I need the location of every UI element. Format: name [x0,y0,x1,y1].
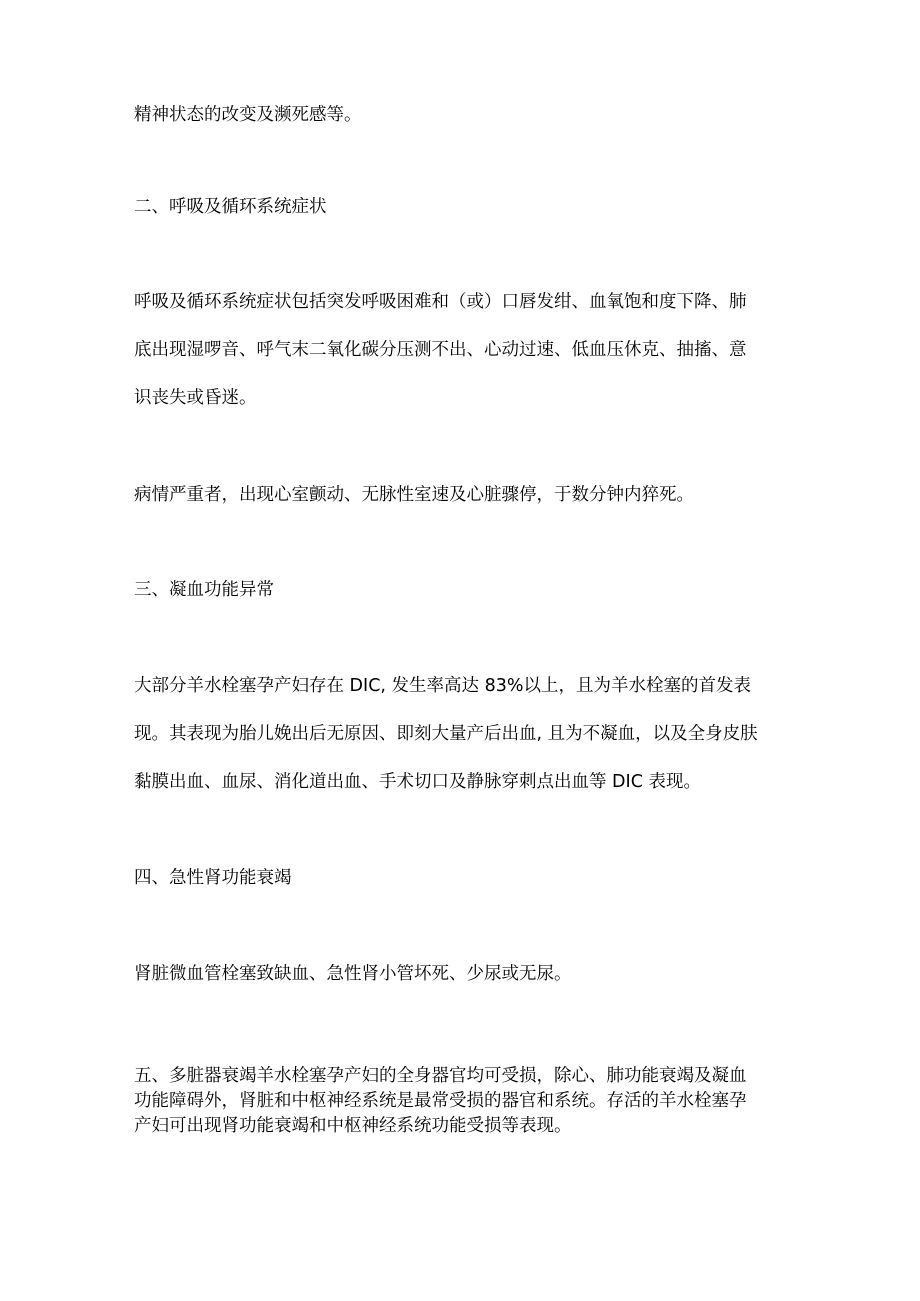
paragraph-coagulation [134,662,794,806]
paragraph-severe-cases [134,471,794,519]
text-line: 大部分羊水栓塞孕产妇存在 DIC, 发生率高达 83%以上，且为羊水栓塞的首发表 [134,676,752,696]
text-line: 功能障碍外，肾脏和中枢神经系统是最常受损的器官和系统。存活的羊水栓塞孕 [134,1091,747,1111]
text-line: 黏膜出血、血尿、消化道出血、手术切口及静脉穿刺点出血等 DIC 表现。 [134,772,701,792]
paragraph-renal [134,950,794,998]
heading-text: 四、急性肾功能衰竭 [134,868,292,888]
section-heading-coagulation [134,566,794,614]
text-line: 底出现湿啰音、呼气末二氧化碳分压测不出、心动过速、低血压休克、抽搐、意 [134,340,747,360]
text-line: 五、多脏器衰竭羊水栓塞孕产妇的全身器官均可受损，除心、肺功能衰竭及凝血 [134,1066,747,1086]
paragraph-respiratory-symptoms [134,278,794,422]
text-line: 病情严重者，出现心室颤动、无脉性室速及心脏骤停，于数分钟内猝死。 [134,485,694,505]
intro-paragraph [134,91,794,139]
text-line: 肾脏微血管栓塞致缺血、急性肾小管坏死、少尿或无尿。 [134,964,572,984]
heading-text: 三、凝血功能异常 [134,580,274,600]
section-heading-renal [134,854,794,902]
section-heading-respiratory [134,183,794,231]
heading-text: 二、呼吸及循环系统症状 [134,197,327,217]
text-line: 现。其表现为胎儿娩出后无原因、即刻大量产后出血, 且为不凝血，以及全身皮肤 [134,724,758,744]
text-line: 识丧失或昏迷。 [134,388,257,408]
text-line: 呼吸及循环系统症状包括突发呼吸困难和（或）口唇发绀、血氧饱和度下降、肺 [134,292,747,312]
paragraph-multi-organ [134,1064,794,1139]
text-line: 精神状态的改变及濒死感等。 [134,105,362,125]
text-line: 产妇可出现肾功能衰竭和中枢神经系统功能受损等表现。 [134,1116,572,1136]
